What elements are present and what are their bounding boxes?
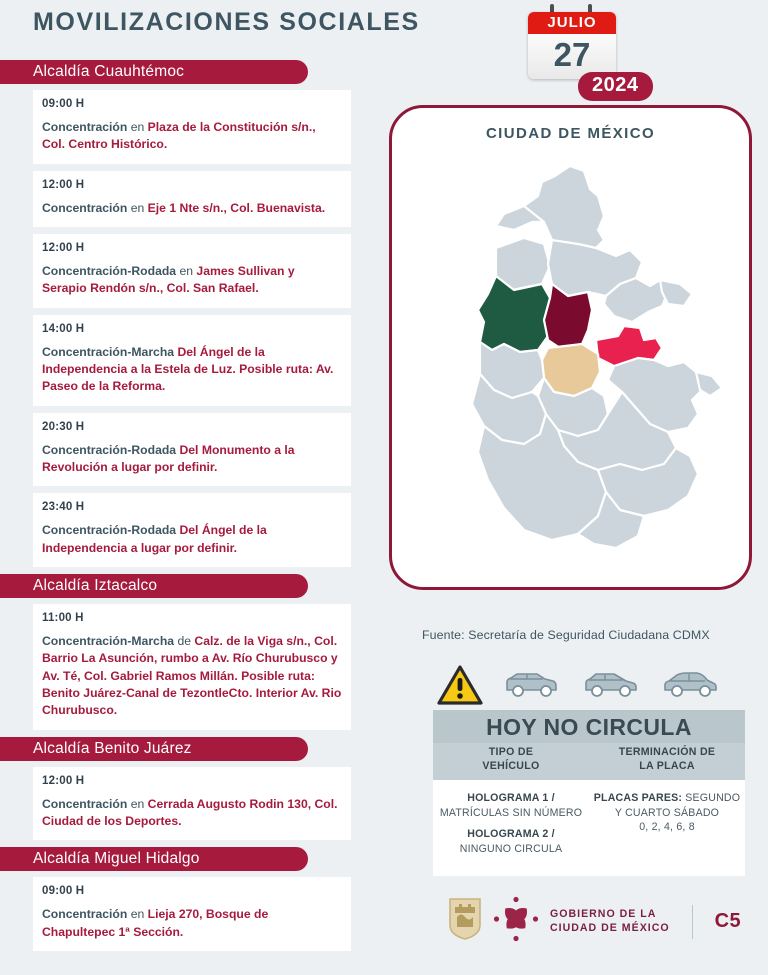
hnc-vehicle-types (433, 791, 589, 862)
event-time: 14:00 H (42, 322, 85, 335)
event-description (42, 522, 342, 557)
event-type: Concentración (42, 120, 128, 134)
event-card (33, 171, 351, 227)
hnc-col2-header-line2: LA PLACA (639, 759, 695, 772)
event-type: Concentración-Rodada (42, 523, 177, 538)
hnc-holograma2-desc: NINGUNO CIRCULA (459, 842, 563, 855)
map-card (389, 105, 752, 590)
event-description (42, 906, 342, 941)
calendar-month: JULIO (528, 12, 616, 34)
calendar-widget (528, 4, 616, 79)
hnc-col2-header (589, 746, 745, 773)
gobierno-line1: GOBIERNO DE LA (550, 907, 657, 920)
alcaldia-banner: Alcaldía Miguel Hidalgo (18, 847, 308, 871)
map-title: CIUDAD DE MÉXICO (485, 125, 656, 142)
event-type: Concentración-Rodada (42, 263, 177, 278)
alcaldia-banner: Alcaldía Cuauhtémoc (18, 60, 308, 84)
hnc-headers (433, 743, 745, 780)
event-time: 12:00 H (42, 774, 85, 787)
hatchback-icon (581, 670, 639, 700)
c5-label: C5 (714, 910, 742, 932)
event-description (42, 119, 342, 154)
event-location: Plaza de la Constitución s/n., Col. Centro Histórico. (42, 120, 316, 152)
hnc-holograma1-desc: MATRÍCULAS SIN NÚMERO (439, 806, 583, 819)
event-time: 20:30 H (42, 420, 85, 433)
event-time: 23:40 H (42, 501, 85, 514)
event-type: Concentración (42, 907, 128, 922)
event-description (42, 344, 342, 396)
event-card (33, 234, 351, 308)
hoy-no-circula-panel (433, 662, 745, 876)
event-card (33, 604, 351, 730)
vehicle-icons (501, 670, 719, 700)
hnc-placas-digits: 0, 2, 4, 6, 8 (639, 821, 695, 834)
hnc-icons-row (433, 662, 745, 710)
event-location: Eje 1 Nte s/n., Col. Buenavista. (147, 200, 326, 215)
footer-divider (692, 905, 693, 939)
hnc-col2-header-line1: TERMINACIÓN DE (618, 746, 716, 758)
gobierno-line2: CIUDAD DE MÉXICO (550, 921, 670, 934)
event-type: Concentración-Marcha (42, 633, 175, 648)
gobierno-label (550, 908, 670, 936)
hnc-spacer (433, 820, 589, 827)
alcaldia-banner: Alcaldía Iztacalco (18, 574, 308, 598)
hnc-values (433, 780, 745, 876)
event-description (42, 200, 342, 217)
cdmx-shield-icon (448, 897, 482, 946)
hnc-placas-desc: SEGUNDO Y CUARTO SÁBADO (614, 792, 741, 819)
hnc-col1-header-line1: TIPO DE (488, 746, 534, 758)
event-connector: en (127, 200, 148, 215)
calendar-day: 27 (528, 34, 616, 79)
hnc-col1-header (433, 746, 589, 773)
warning-triangle-icon (437, 664, 483, 711)
event-card (33, 315, 351, 406)
event-location: Calz. de la Viga s/n., Col. Barrio La Asunción, rumbo a Av. Río Churubusco y Av. Té, Col. Gabriel Ramos Millán. Posible ruta: Benito Juárez-Canal de TezontleCto. Interior Av. Rio Churubusco. (42, 633, 342, 718)
event-card (33, 877, 351, 951)
event-connector: de (174, 633, 195, 648)
cdmx-map (392, 144, 752, 574)
event-description (42, 633, 342, 720)
hnc-plate-endings (589, 791, 745, 862)
map-source: Fuente: Secretaría de Seguridad Ciudadana CDMX (422, 628, 710, 642)
event-location: Cerrada Augusto Rodin 130, Col. Ciudad de los Deportes. (42, 796, 338, 828)
hnc-title-band (433, 710, 745, 743)
event-time: 11:00 H (42, 611, 84, 624)
event-card (33, 413, 351, 487)
event-description (42, 796, 342, 831)
event-connector: en (127, 907, 148, 922)
sedan-icon (661, 670, 719, 700)
hnc-col1-header-line2: VEHÍCULO (482, 759, 540, 772)
event-type: Concentración-Marcha (42, 344, 175, 359)
event-location: James Sullivan y Serapio Rendón s/n., Col. San Rafael. (42, 263, 295, 296)
hnc-holograma1-label: HOLOGRAMA 1 / (467, 792, 555, 805)
event-time: 09:00 H (42, 885, 85, 898)
event-type: Concentración (42, 200, 128, 215)
event-description (42, 263, 342, 298)
event-card (33, 90, 351, 164)
event-time: 09:00 H (42, 98, 85, 110)
event-description (42, 442, 342, 477)
event-connector: en (176, 263, 197, 278)
event-location: Del Ángel de la Independencia a lugar por definir. (42, 523, 267, 555)
alcaldia-banner: Alcaldía Benito Juárez (18, 737, 308, 761)
event-connector: en (127, 796, 148, 811)
event-type: Concentración-Rodada (42, 442, 177, 457)
event-type: Concentración (42, 796, 128, 811)
mobilizations-list (0, 60, 372, 958)
footer-logos (448, 896, 741, 947)
hnc-holograma2-label: HOLOGRAMA 2 / (467, 828, 555, 841)
event-location: Del Ángel de la Independencia a la Estela de Luz. Posible ruta: Av. Paseo de la Reforma. (42, 344, 334, 394)
hnc-title: HOY NO CIRCULA (486, 714, 692, 740)
event-location: Lieja 270, Bosque de Chapultepec 1ª Sección. (42, 907, 269, 939)
calendar-rings (528, 4, 616, 12)
event-card (33, 493, 351, 567)
event-time: 12:00 H (42, 241, 85, 254)
calendar-body (528, 12, 616, 79)
event-connector: en (127, 120, 148, 134)
page-title: MOVILIZACIONES SOCIALES (33, 8, 420, 36)
calendar-year-badge: 2024 (578, 72, 653, 101)
cdmx-logo-icon (493, 896, 539, 947)
event-location: Del Monumento a la Revolución a lugar por definir. (42, 442, 295, 474)
hnc-placas-label: PLACAS PARES: (593, 792, 683, 805)
event-time: 12:00 H (42, 178, 85, 191)
suv-icon (501, 670, 559, 700)
event-card (33, 767, 351, 841)
